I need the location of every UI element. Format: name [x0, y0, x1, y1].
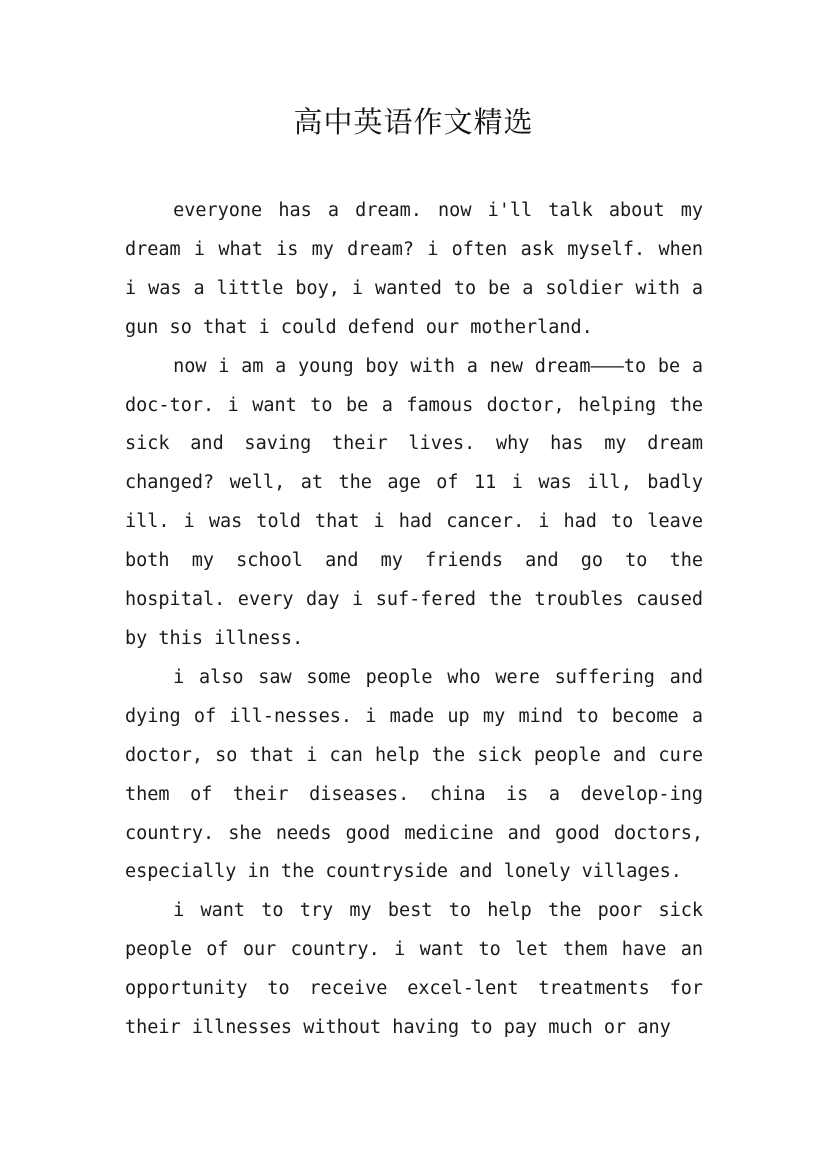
document-title: 高中英语作文精选 — [293, 105, 534, 139]
paragraph-2: now i am a young boy with a new dream———to be a doc-tor. i want to be a famous doctor, helping the sick and saving their lives. why has my dream changed? well, at the age of 11 i was ill, badly ill. i was told that i had cancer. i had to leave both my school and my friends and go to the hospital. every day i suf-fered the troubles caused by this illness. — [125, 355, 703, 649]
essay-body — [125, 192, 703, 1048]
paragraph-4: i want to try my best to help the poor sick people of our country. i want to let them have an opportunity to receive excel-lent treatments for their illnesses without having to pay much or any — [125, 900, 703, 1039]
paragraph-1: everyone has a dream. now i'll talk about my dream i what is my dream? i often ask myself. when i was a little boy, i wanted to be a soldier with a gun so that i could defend our motherland. — [125, 200, 703, 338]
paragraph-3: i also saw some people who were suffering and dying of ill-nesses. i made up my mind to become a doctor, so that i can help the sick people and cure them of their diseases. china is a develop-ing country. she needs good medicine and good doctors, especially in the countryside and lonely villages. — [125, 666, 703, 883]
